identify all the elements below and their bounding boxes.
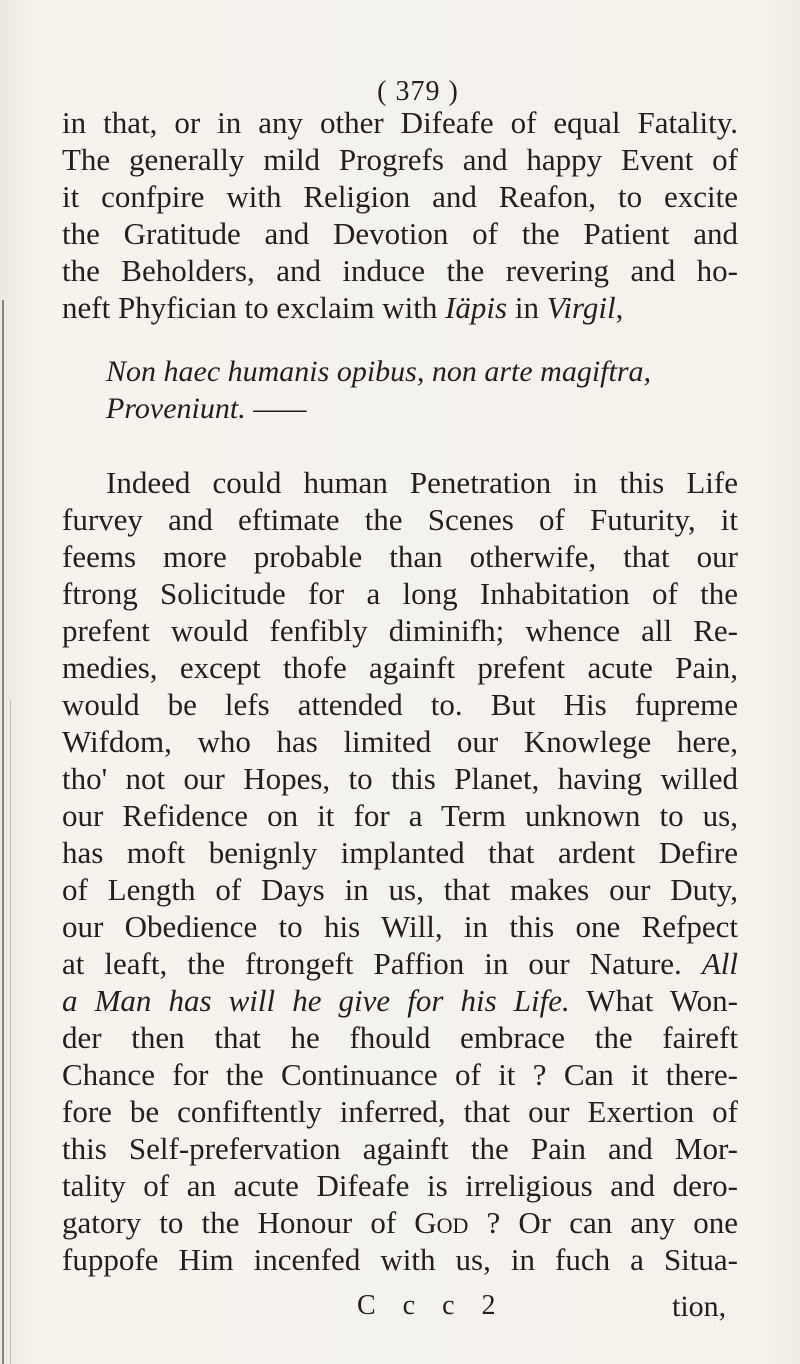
text-line: furvey and eftimate the Scenes of Futurity, it [62,502,738,537]
text-line: this Self-prefervation againft the Pain and Mor- [62,1131,738,1166]
text-line: Wifdom, who has limited our Knowlege here, [62,724,738,759]
text-line: tality of an acute Difeafe is irreligious and dero- [62,1168,738,1203]
text-line: tho' not our Hopes, to this Planet, having willed [62,761,738,796]
signature-mark: C c c 2 [357,1290,506,1321]
connector: in [507,290,547,325]
text-line: it confpire with Religion and Reafon, to excite [62,179,738,214]
text-line: the Gratitude and Devotion of the Patient and [62,216,738,251]
text-line: medies, except thofe againft prefent acute Pain, [62,650,738,685]
quote-text: All [701,946,738,981]
name-virgil: Virgil [546,290,616,325]
text-line: ftrong Solicitude for a long Inhabitation of the [62,576,738,611]
text-line: fore be confiftently inferred, that our Exertion of [62,1094,738,1129]
page-header [0,76,800,108]
page-number: ( 379 ) [377,76,459,107]
text-line: Chance for the Continuance of it ? Can it there- [62,1057,738,1092]
line-text: What Won- [569,983,738,1018]
binding-edge [2,300,4,1364]
punctuation: , [615,290,624,325]
verse-line: Proveniunt. —— [106,392,307,425]
name-iapis: Iäpis [445,290,508,325]
verse-line: Non haec humanis opibus, non arte magiftra, [106,355,651,388]
quote-text: a Man has will he give for his Life. [62,983,570,1018]
text-line: der then that he fhould embrace the faireft [62,1020,738,1055]
catchword: tion, [672,1290,727,1323]
line-text: at leaft, the ftrongeft Paffion in our Nature. [62,946,702,981]
text-line: The generally mild Progrefs and happy Event of [62,142,738,177]
line-text: neft Phyfician to exclaim with [62,290,446,325]
line-text: gatory to the Honour of [62,1205,415,1240]
text-line: in that, or in any other Difeafe of equal Fatality. [62,105,738,140]
text-line: prefent would fenfibly diminifh; whence all Re- [62,613,738,648]
text-line: would be lefs attended to. But His fupreme [62,687,738,722]
text-line [62,290,738,326]
text-line [62,1205,738,1241]
text-line: Indeed could human Penetration in this Life [106,465,738,500]
text-line: feems more probable than otherwife, that our [62,539,738,574]
text-line: of Length of Days in us, that makes our Duty, [62,872,738,907]
text-line [62,983,738,1019]
text-line: our Obedience to his Will, in this one Refpect [62,909,738,944]
text-line: our Refidence on it for a Term unknown to us, [62,798,738,833]
text-line: fuppofe Him incenfed with us, in fuch a Situa- [62,1242,738,1277]
text-line [62,946,738,982]
binding-shadow [10,700,11,1364]
text-line: has moft benignly implanted that ardent Defire [62,835,738,870]
text-line: the Beholders, and induce the revering and ho- [62,253,738,288]
line-text: ? Or can any one [468,1205,738,1240]
god-small-caps: God [414,1205,469,1240]
